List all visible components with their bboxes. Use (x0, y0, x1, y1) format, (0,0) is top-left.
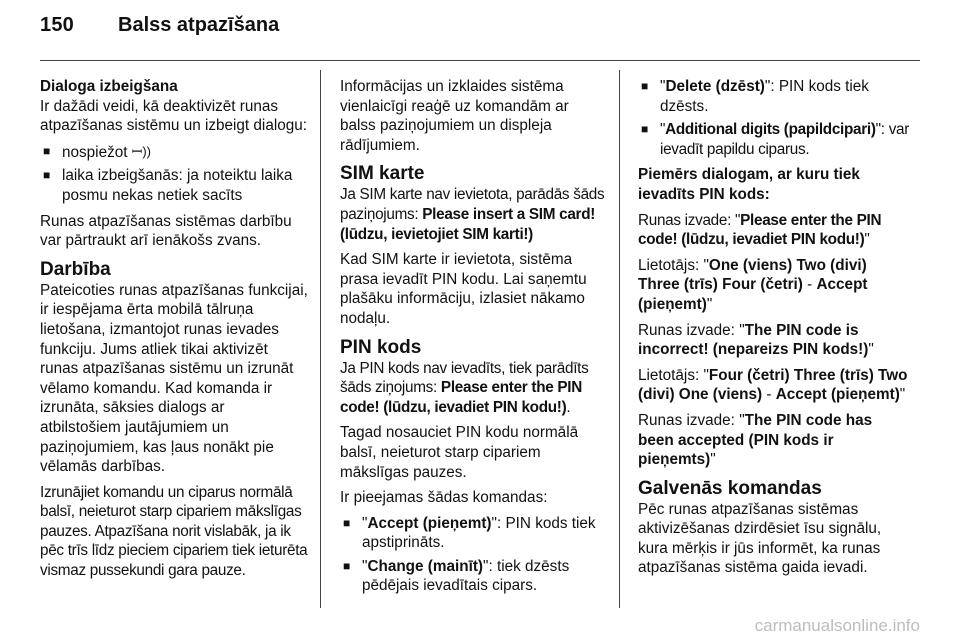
dialog-line: Lietotājs: "Four (četri) Three (trīs) Two (divi) One (viens) - Accept (pieņemt)" (638, 366, 908, 404)
page-title: Balss atpazīšana (118, 14, 280, 36)
paragraph: Pēc runas atpazīšanas sistēmas aktivizēšanas dzirdēsiet īsu signālu, kura mērķis ir jūs informēt, ka runas atpazīšanas sistēma gaida ievadi. (638, 500, 882, 577)
page-header (40, 14, 920, 50)
list-item: ■ nospiežot ꟷ)) (40, 142, 308, 163)
paragraph: Izrunājiet komandu un ciparus normālā balsī, neieturot starp cipariem mākslīgas pauzes. Atpazīšana norit vislabāk, ja ik pēc trīs līdz pieciem cipariem tiek ieturēta vismaz pussekundi gara pauze. (40, 483, 308, 580)
paragraph: Informācijas un izklaides sistēma vienlaicīgi reaģē uz komandām ar balss paziņojumiem un displeja rādījumiem. (340, 78, 569, 154)
paragraph: Kad SIM karte ir ievietota, sistēma prasa ievadīt PIN kodu. Lai saņemtu plašāku informāciju, izlasiet nākamo nodaļu. (340, 251, 587, 327)
watermark: carmanualsonline.info (754, 616, 920, 635)
dialog-line: Runas izvade: "The PIN code is incorrect! (nepareizs PIN kods!)" (638, 321, 874, 359)
section-title-operation: Darbība (40, 258, 111, 280)
section-title-end-dialog: Dialoga izbeigšana (40, 78, 178, 95)
column-2 (340, 77, 608, 602)
paragraph: Ja PIN kods nav ievadīts, tiek parādīts šāds ziņojums: Please enter the PIN code! (lūdzu, ievadiet PIN kodu!). (340, 359, 589, 416)
column-divider-1 (320, 70, 321, 608)
list-item: ■ "Accept (pieņemt)": PIN kods tiek apstiprināts. (340, 514, 608, 553)
pin-command-list-continued (638, 77, 910, 159)
command-name: Accept (pieņemt) (367, 514, 492, 532)
header-divider (40, 60, 920, 61)
list-item: ■ "Delete (dzēst)": PIN kods tiek dzēsts. (638, 77, 910, 116)
paragraph: Runas atpazīšanas sistēmas darbību var pārtraukt arī ienākošs zvans. (40, 212, 292, 250)
dialog-line: Lietotājs: "One (viens) Two (divi) Three (trīs) Four (četri) - Accept (pieņemt)" (638, 256, 868, 313)
page-number: 150 (40, 14, 74, 36)
dialog-line: Runas izvade: "The PIN code has been accepted (PIN kods ir pieņemts)" (638, 411, 873, 469)
example-title: Piemērs dialogam, ar kuru tiek ievadīts PIN kods: (638, 166, 860, 203)
section-title-sim-card: SIM karte (340, 163, 425, 185)
end-dialog-intro: Ir dažādi veidi, kā deaktivizēt runas atpazīšanas sistēmu un izbeigt dialogu: (40, 97, 308, 135)
section-title-pin-code: PIN kods (340, 336, 422, 358)
command-name: Additional digits (papildcipari) (665, 121, 876, 139)
message-text: Please insert a SIM card! (lūdzu, ievietojiet SIM karti!) (340, 205, 596, 243)
list-item: ■ laika izbeigšanās: ja noteiktu laika posmu nekas netiek sacīts (40, 166, 308, 205)
pin-command-list (340, 514, 608, 596)
command-name: Delete (dzēst) (665, 78, 765, 95)
command-name: Change (mainīt) (367, 557, 484, 575)
voice-button-icon: ꟷ)) (131, 143, 151, 159)
column-3 (638, 77, 910, 584)
message-text: Please enter the PIN code! (lūdzu, ievadiet PIN kodu!) (340, 379, 583, 416)
column-divider-2 (619, 70, 620, 608)
dialog-line: Runas izvade: "Please enter the PIN code! (lūdzu, ievadiet PIN kodu!)" (638, 211, 882, 249)
column-1 (40, 77, 308, 587)
section-title-main-commands: Galvenās komandas (638, 477, 822, 499)
end-dialog-list (40, 142, 308, 206)
list-item: ■ "Additional digits (papildcipari)": var ievadīt papildu ciparus. (638, 120, 910, 159)
paragraph: Ja SIM karte nav ievietota, parādās šāds paziņojums: Please insert a SIM card! (lūdzu, ievietojiet SIM karti!) (340, 186, 605, 243)
paragraph: Tagad nosauciet PIN kodu normālā balsī, neieturot starp cipariem mākslīgas pauzes. (340, 424, 579, 481)
paragraph: Pateicoties runas atpazīšanas funkcijai, ir iespējama ērta mobilā tālruņa lietošana, izmantojot runas ievades funkciju. Jums atliek tikai aktivizēt runas atpazīšanas sistēmu un izrunāt vēlamo komandu. Kad komanda ir izrunāta, sāksies dialogs ar atbilstošiem jautājumiem un paziņojumiem, kas ļaus nonākt pie vēlamās darbības. (40, 281, 308, 476)
paragraph: Ir pieejamas šādas komandas: (340, 489, 548, 507)
section-end-dialog (40, 77, 308, 136)
list-item: ■ "Change (mainīt)": tiek dzēsts pēdējais ievadītais cipars. (340, 557, 608, 596)
